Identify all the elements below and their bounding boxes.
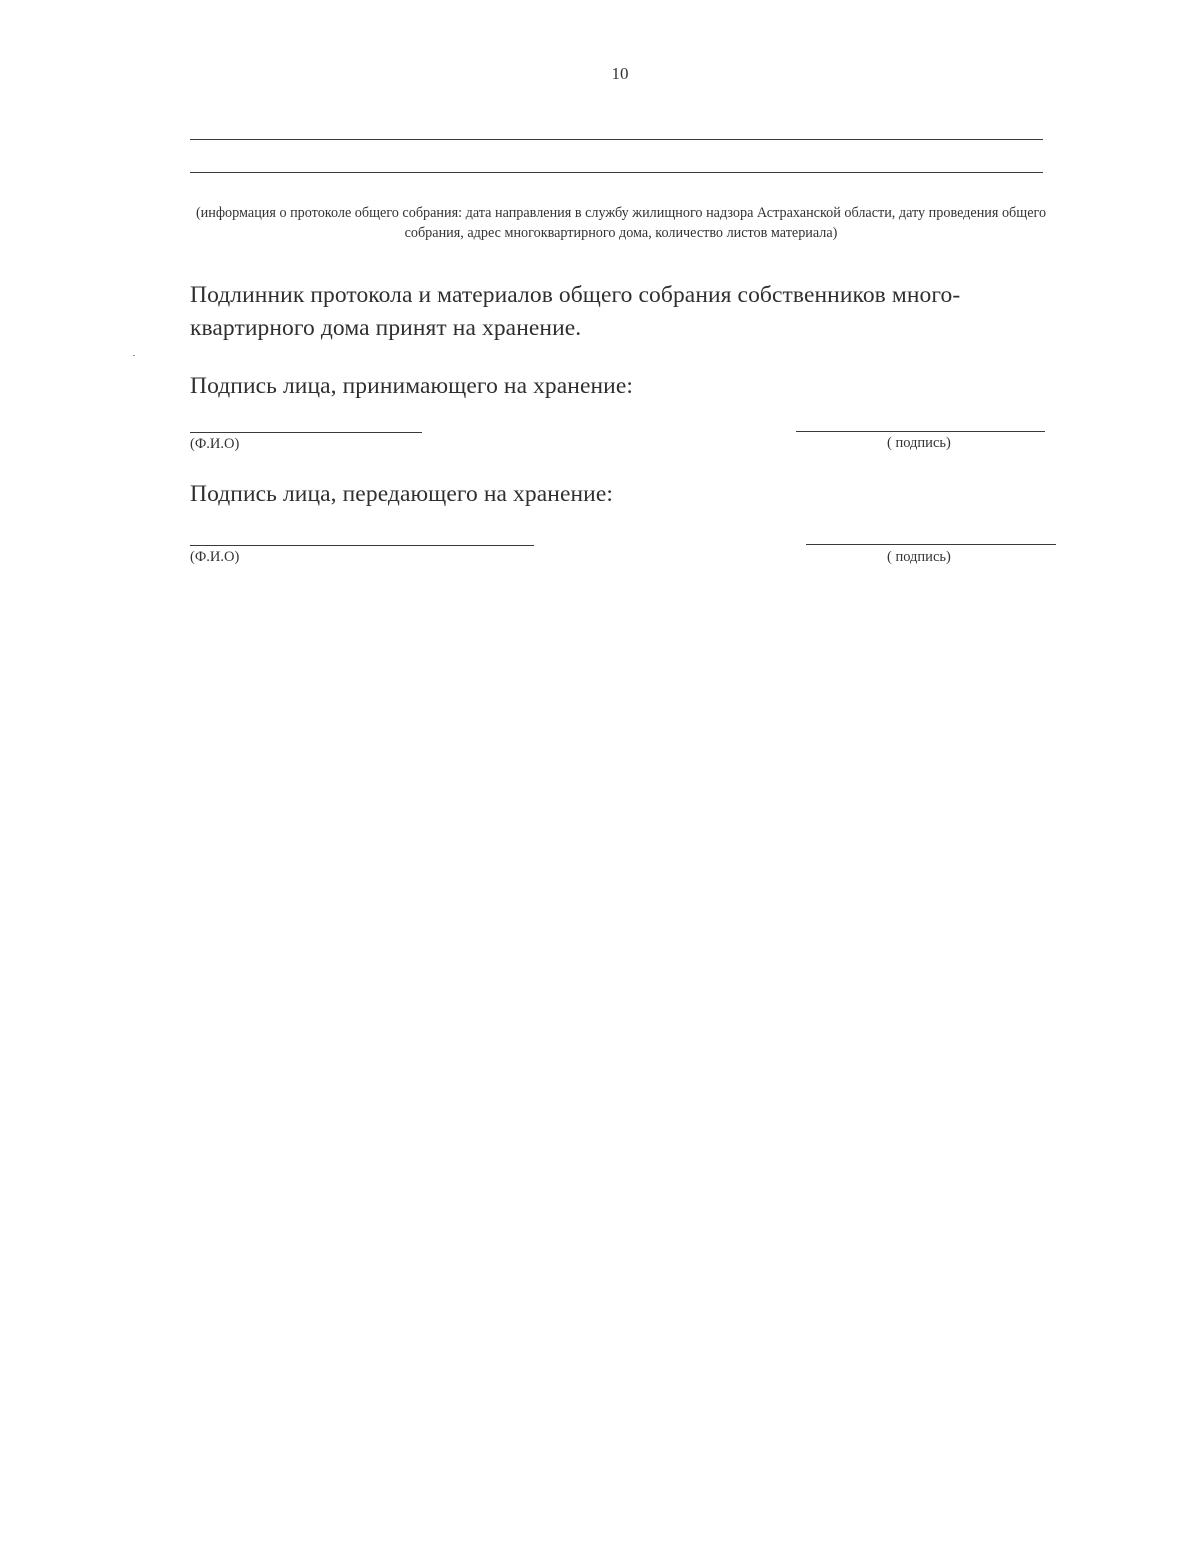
transferor-signature-line — [806, 544, 1056, 545]
scan-speck — [133, 355, 135, 356]
receiver-fio-label: (Ф.И.О) — [190, 436, 240, 452]
transferor-fio-label: (Ф.И.О) — [190, 549, 240, 565]
transferor-signature-label: ( подпись) — [887, 549, 951, 565]
info-caption: (информация о протоколе общего собрания: дата направления в службу жилищного надзора Астраханской области, дату проведения общего собрания, адрес многоквартирного дома, количество листов материала) — [195, 205, 1047, 241]
info-blank-line-2 — [190, 172, 1043, 173]
receiver-fio-line — [190, 432, 422, 433]
info-blank-line-1 — [190, 139, 1043, 140]
transferor-signature-heading: Подпись лица, передающего на хранение: — [190, 481, 613, 507]
receiver-signature-heading: Подпись лица, принимающего на хранение: — [190, 373, 634, 399]
transferor-fio-line — [190, 545, 534, 546]
receiver-signature-line — [796, 431, 1045, 432]
receiver-signature-label: ( подпись) — [887, 435, 951, 451]
original-accepted-text: Подлинник протокола и материалов общего собрания собственников много-квартирного дома принят на хранение. — [190, 282, 961, 341]
page-number: 10 — [611, 64, 629, 83]
